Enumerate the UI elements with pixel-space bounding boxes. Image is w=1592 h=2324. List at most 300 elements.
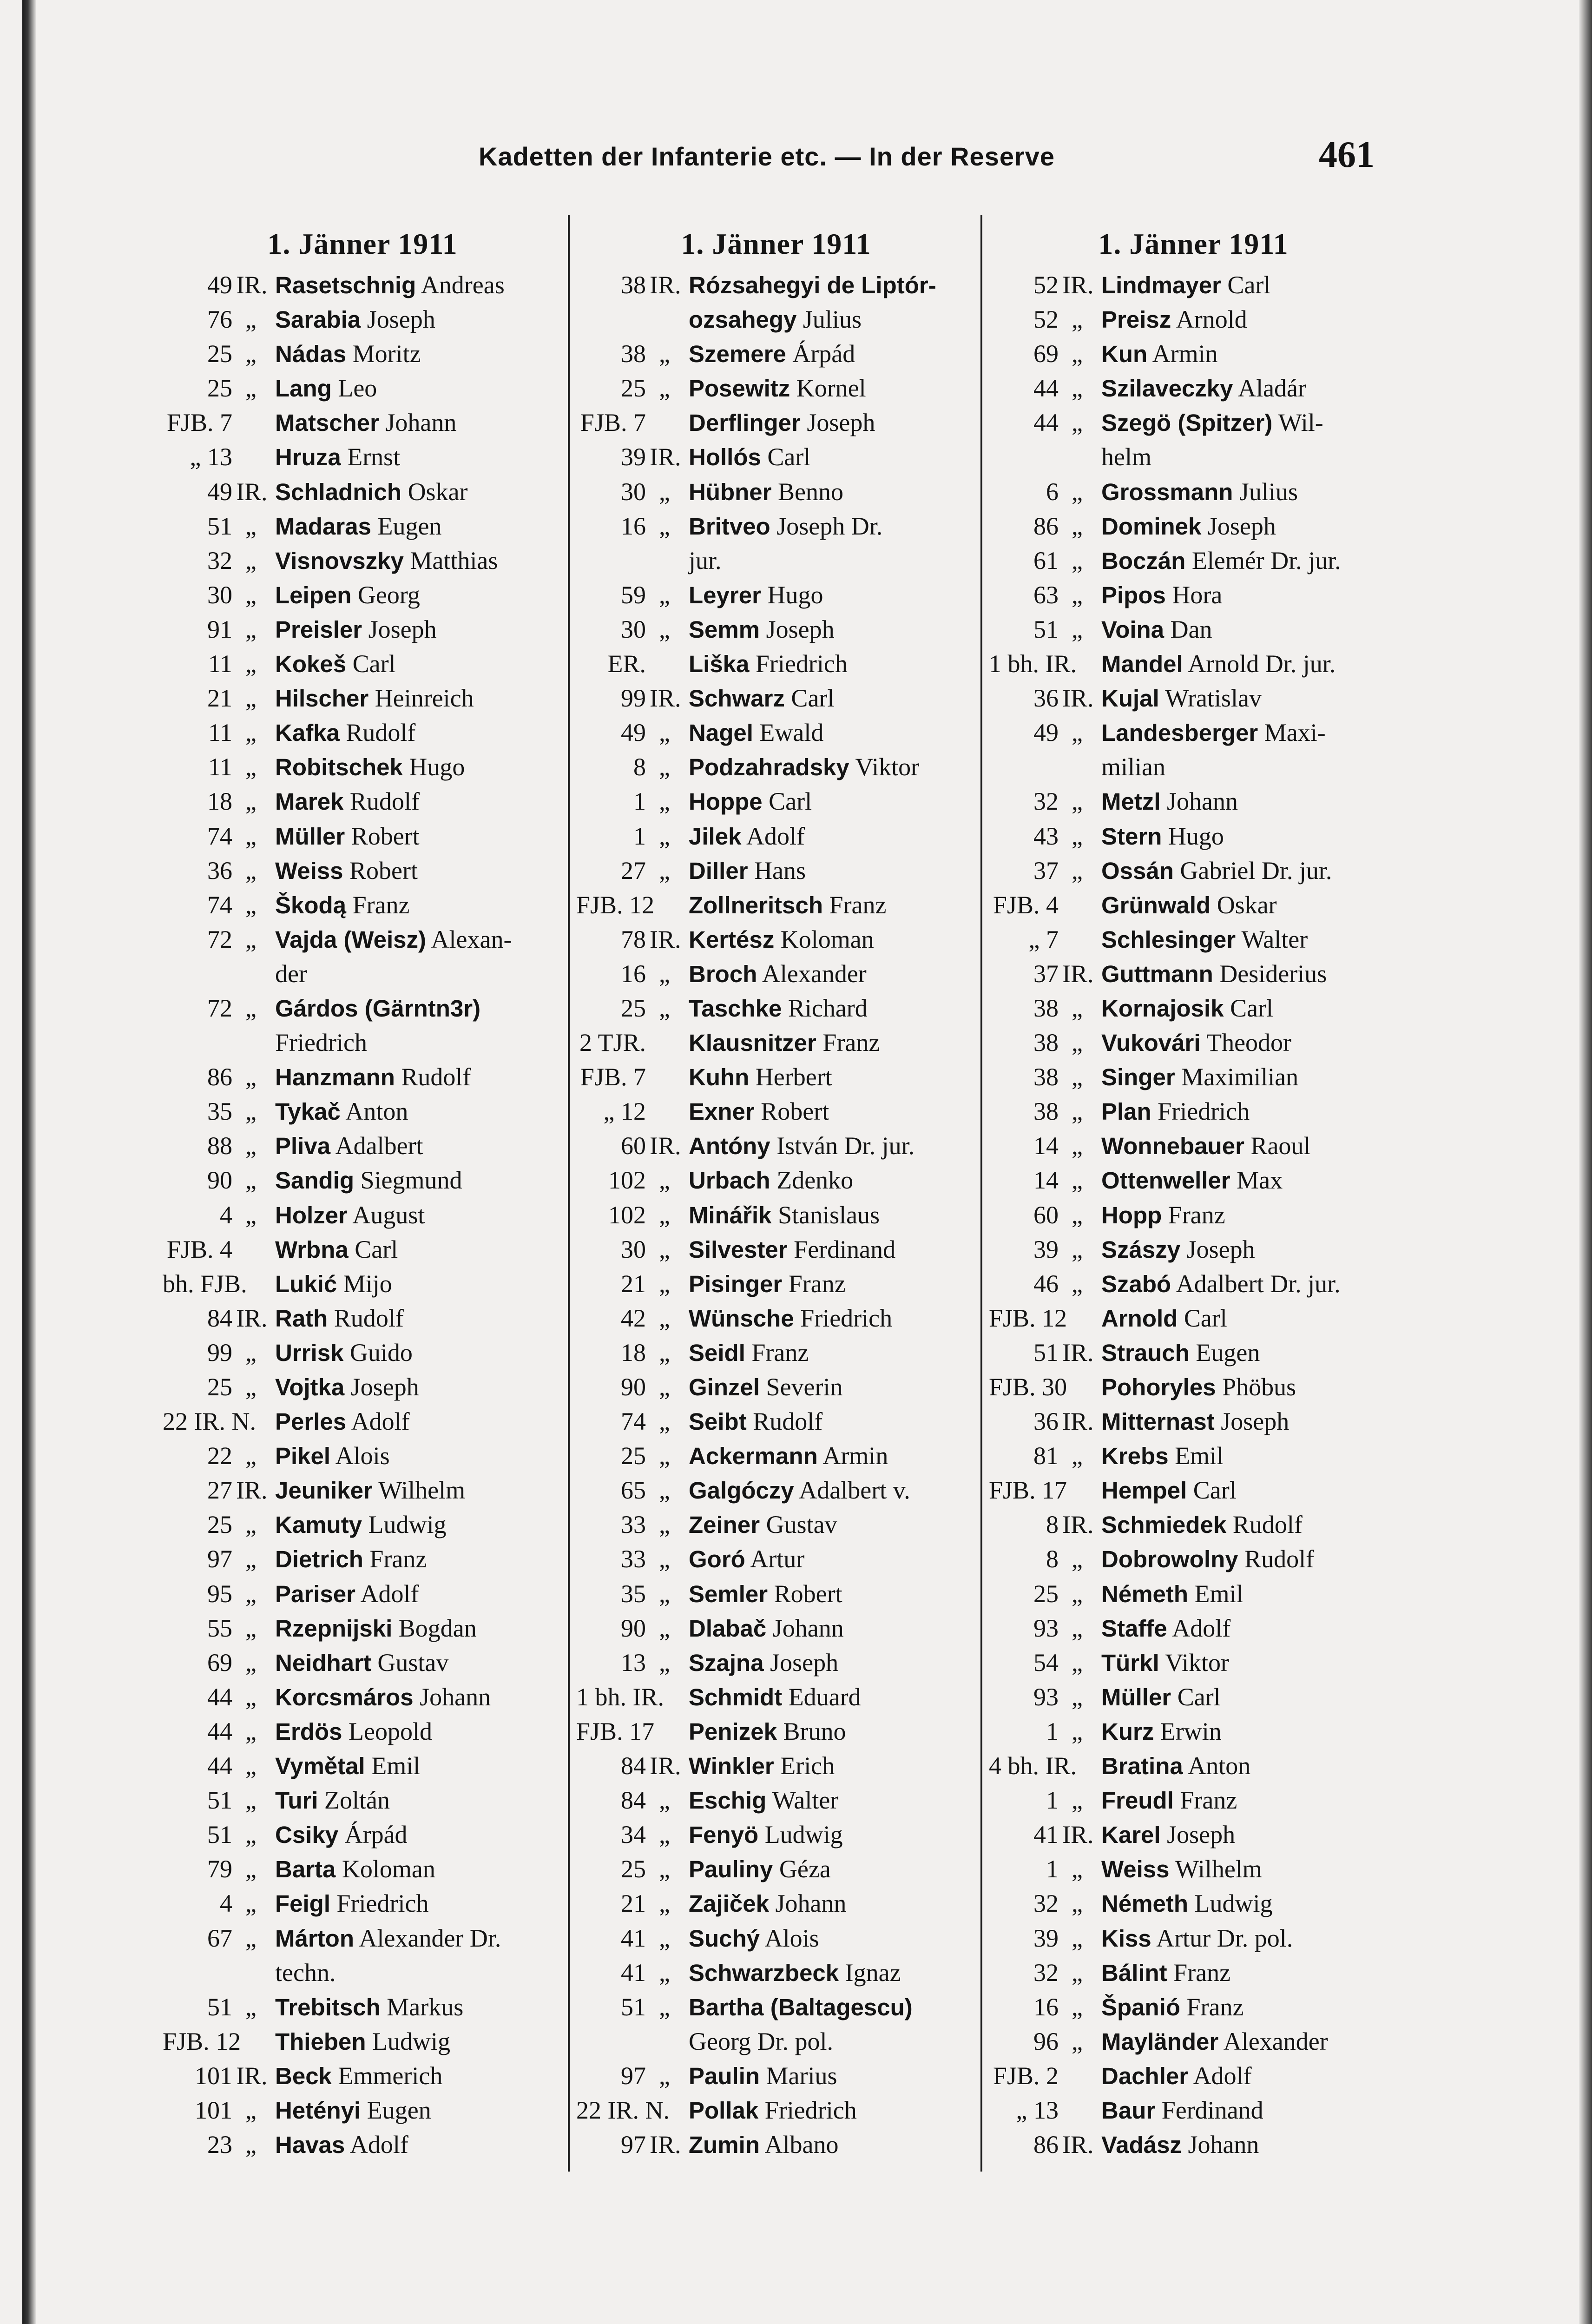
regiment-number: 65 <box>621 1476 646 1505</box>
given-name: Markus <box>387 1993 464 2021</box>
person-name <box>689 1025 880 1060</box>
regiment-number: 69 <box>207 1648 232 1677</box>
surname: Pikel <box>275 1443 331 1470</box>
given-name: Ferdinand <box>1161 2096 1263 2124</box>
given-name: Anton <box>1188 1752 1251 1780</box>
person-name <box>275 1094 408 1129</box>
regiment-number: 99 <box>621 684 646 713</box>
person-name <box>689 1267 846 1301</box>
person-name <box>1101 1198 1225 1233</box>
given-name: Desiderius <box>1219 959 1327 988</box>
list-entry <box>989 1094 1398 1129</box>
regiment-number: 72 <box>207 994 232 1022</box>
regiment-number: 51 <box>207 1786 232 1815</box>
regiment-number: 30 <box>207 581 232 609</box>
unit-abbreviation: „ <box>245 581 257 609</box>
person-name <box>1101 1921 1293 1956</box>
person-name <box>275 1645 448 1680</box>
unit-abbreviation: „ <box>245 1097 257 1126</box>
list-entry <box>163 1473 562 1507</box>
list-entry <box>576 888 976 922</box>
regiment-number: 44 <box>1033 374 1059 403</box>
given-name: Friedrich <box>275 1029 367 1057</box>
list-entry <box>989 1198 1398 1232</box>
surname: Diller <box>689 857 748 884</box>
unit-abbreviation: „ <box>659 1201 670 1229</box>
regiment-number: 25 <box>207 1373 232 1401</box>
given-name: Hugo <box>1168 822 1224 850</box>
regiment-number: 4 <box>220 1201 232 1229</box>
regiment-number: 38 <box>1033 994 1059 1022</box>
running-title: Kadetten der Infanterie etc. — In der Reserve <box>479 142 1055 171</box>
list-entry <box>576 1370 976 1404</box>
person-name <box>275 1370 419 1405</box>
regiment-number: 36 <box>207 856 232 885</box>
regiment-number: 81 <box>1033 1442 1059 1470</box>
regiment-number: 44 <box>207 1683 232 1711</box>
person-name <box>275 647 396 681</box>
given-name: Friedrich <box>800 1304 893 1332</box>
person-name <box>1101 1886 1273 1921</box>
given-name: Ludwig <box>372 2027 451 2055</box>
unit-abbreviation: „ <box>1072 546 1083 574</box>
person-name <box>275 1886 428 1921</box>
list-entry <box>989 991 1398 1025</box>
person-name <box>275 819 420 854</box>
surname: Kurz <box>1101 1718 1154 1745</box>
unit-abbreviation: „ <box>1072 340 1083 368</box>
list-entry <box>989 1060 1398 1094</box>
person-name <box>1101 578 1222 613</box>
surname: Kamuty <box>275 1512 362 1538</box>
list-entry <box>989 475 1398 509</box>
unit-abbreviation: „ <box>1072 2027 1083 2055</box>
unit-abbreviation: „ <box>1072 1201 1083 1229</box>
person-name <box>1101 1404 1289 1439</box>
given-name: Siegmund <box>360 1166 462 1195</box>
list-entry <box>576 1990 976 2024</box>
person-name <box>689 440 810 475</box>
unit-abbreviation: „ <box>1072 1683 1083 1711</box>
given-name: Elemér Dr. jur. <box>1191 546 1341 574</box>
list-entry <box>576 1198 976 1232</box>
list-entry <box>989 681 1398 715</box>
given-name: Walter <box>772 1786 839 1815</box>
list-entry <box>989 1267 1398 1301</box>
person-name <box>1101 888 1277 923</box>
regiment-number: 42 <box>621 1304 646 1332</box>
regiment-number: 63 <box>1033 581 1059 609</box>
list-entry <box>576 2127 976 2162</box>
given-name: Wratislav <box>1165 684 1262 713</box>
regiment-number: 60 <box>1033 1201 1059 1229</box>
given-name: Julius <box>1239 477 1298 506</box>
list-entry <box>989 1749 1398 1783</box>
given-name: Phöbus <box>1222 1373 1296 1401</box>
regiment-number: 46 <box>1033 1269 1059 1298</box>
list-entry <box>576 750 976 784</box>
list-entry <box>989 1955 1398 1990</box>
surname: Karel <box>1101 1822 1161 1849</box>
person-name <box>689 578 823 613</box>
person-name <box>1101 1370 1296 1405</box>
given-name: Franz <box>829 891 887 919</box>
list-entry <box>989 509 1398 543</box>
list-entry <box>163 1404 562 1439</box>
given-name: Franz <box>1173 1958 1231 1987</box>
list-entry <box>989 2059 1398 2093</box>
given-name: Ignaz <box>845 1958 901 1987</box>
unit-abbreviation: „ <box>245 305 257 334</box>
given-name: Andreas <box>421 271 505 299</box>
given-name: Franz <box>369 1545 427 1573</box>
list-entry <box>163 1370 562 1404</box>
surname: Antóny <box>689 1133 770 1160</box>
list-entry <box>163 1439 562 1473</box>
surname: Jeuniker <box>275 1477 373 1504</box>
list-entry <box>989 1025 1398 1060</box>
given-name: Franz <box>788 1269 846 1298</box>
surname: Dominek <box>1101 513 1202 540</box>
surname: Schwarzbeck <box>689 1959 839 1986</box>
person-name <box>1101 1129 1310 1163</box>
list-entry <box>163 1335 562 1370</box>
surname: Erdös <box>275 1718 342 1745</box>
unit-abbreviation: „ <box>1072 787 1083 816</box>
person-name <box>689 371 866 406</box>
unit-abbreviation: „ <box>1072 1889 1083 1918</box>
person-name <box>689 1060 832 1095</box>
surname: Seidl <box>689 1339 745 1366</box>
regiment-number: 8 <box>633 753 646 781</box>
given-name: Robert <box>351 822 420 850</box>
surname: Vukovári <box>1101 1030 1201 1056</box>
surname: Hanzmann <box>275 1064 395 1091</box>
unit-abbreviation: „ <box>1072 1717 1083 1745</box>
person-name <box>689 1335 809 1370</box>
given-name: Rudolf <box>1232 1511 1303 1539</box>
given-name: Dan <box>1170 615 1212 643</box>
surname: Szegö (Spitzer) <box>1101 409 1273 436</box>
list-entry <box>163 1955 562 1990</box>
given-name: Moritz <box>352 340 421 368</box>
unit-abbreviation: „ <box>659 1648 670 1677</box>
person-name <box>275 1232 398 1267</box>
person-name <box>689 612 835 647</box>
regiment-number: FJB. 7 <box>166 409 232 437</box>
unit-abbreviation: „ <box>1072 1269 1083 1298</box>
list-entry <box>163 1577 562 1611</box>
given-name: Bruno <box>783 1717 846 1745</box>
regiment-number: „ 7 <box>1028 925 1059 953</box>
unit-abbreviation: „ <box>1072 615 1083 643</box>
person-name <box>1101 647 1335 681</box>
regiment-number: 35 <box>621 1579 646 1608</box>
surname: Seibt <box>689 1408 747 1435</box>
person-name <box>689 922 874 957</box>
surname: Galgóczy <box>689 1477 794 1504</box>
person-name <box>1101 1749 1250 1783</box>
unit-abbreviation: „ <box>659 340 670 368</box>
name-list <box>989 268 1398 2162</box>
unit-abbreviation: „ <box>1072 1235 1083 1263</box>
given-name: Viktor <box>1165 1648 1229 1677</box>
regiment-number: 18 <box>207 787 232 816</box>
unit-abbreviation: „ <box>245 1201 257 1229</box>
list-entry <box>163 1817 562 1852</box>
given-name: Friedrich <box>764 2096 857 2124</box>
regiment-number: 16 <box>1033 1993 1059 2021</box>
regiment-number: 93 <box>1033 1614 1059 1642</box>
regiment-number: 52 <box>1033 271 1059 299</box>
list-entry <box>576 784 976 819</box>
regiment-number: 69 <box>1033 340 1059 368</box>
surname: Müller <box>275 823 345 850</box>
list-entry <box>576 440 976 474</box>
unit-abbreviation: „ <box>1072 512 1083 540</box>
list-entry <box>989 784 1398 819</box>
given-name: Hans <box>754 856 806 885</box>
list-entry <box>989 2127 1398 2162</box>
person-name <box>275 1301 404 1336</box>
given-name: Herbert <box>755 1063 832 1091</box>
regiment-number: „ 13 <box>1016 2096 1059 2124</box>
list-entry <box>163 681 562 715</box>
surname: Eschig <box>689 1787 767 1814</box>
surname: Pauliny <box>689 1856 773 1883</box>
given-name: Carl <box>767 443 811 471</box>
list-entry <box>576 1335 976 1370</box>
regiment-number: 34 <box>621 1821 646 1849</box>
given-name: Joseph <box>770 1648 839 1677</box>
surname: Neidhart <box>275 1649 371 1676</box>
surname: Kornajosik <box>1101 995 1224 1022</box>
regiment-number: 49 <box>621 719 646 747</box>
regiment-number: 97 <box>621 2131 646 2159</box>
surname: Pariser <box>275 1580 355 1607</box>
surname: Hopp <box>1101 1202 1162 1228</box>
list-entry <box>576 2093 976 2127</box>
surname: Pisinger <box>689 1270 783 1297</box>
person-name <box>275 853 418 888</box>
person-name <box>275 991 480 1026</box>
given-name: Albano <box>764 2131 839 2159</box>
unit-abbreviation: „ <box>1072 1166 1083 1195</box>
given-name: Oskar <box>1217 891 1277 919</box>
unit-abbreviation: „ <box>659 1855 670 1883</box>
surname: Visnovszky <box>275 547 404 574</box>
regiment-number: 39 <box>621 443 646 471</box>
given-name: Carl <box>791 684 835 713</box>
person-name <box>275 1060 471 1095</box>
person-name <box>1101 681 1262 716</box>
list-entry <box>989 1370 1398 1404</box>
surname: Singer <box>1101 1064 1175 1091</box>
regiment-number: „ 13 <box>190 443 232 471</box>
person-name <box>689 853 806 888</box>
given-name: techn. <box>275 1958 336 1987</box>
list-entry <box>163 2093 562 2127</box>
regiment-number: 74 <box>621 1407 646 1436</box>
regiment-number: 84 <box>621 1786 646 1815</box>
surname: Hübner <box>689 478 772 505</box>
given-name: Stanislaus <box>778 1201 880 1229</box>
given-name: Anton <box>345 1097 408 1126</box>
regiment-number: 39 <box>1033 1924 1059 1952</box>
given-name: Rudolf <box>346 719 416 747</box>
surname: Nádas <box>275 341 347 368</box>
given-name: Heinreich <box>375 684 474 713</box>
unit-abbreviation: „ <box>659 1166 670 1195</box>
list-entry <box>989 302 1398 337</box>
given-name: Georg <box>357 581 420 609</box>
given-name: Rudolf <box>349 787 420 816</box>
surname: Arnold <box>1101 1305 1178 1332</box>
regiment-number: 86 <box>1033 512 1059 540</box>
person-name <box>275 337 421 371</box>
surname: Grünwald <box>1101 891 1211 918</box>
person-name <box>689 543 722 578</box>
surname: Rzepnijski <box>275 1615 393 1642</box>
person-name <box>689 888 887 923</box>
surname: Boczán <box>1101 547 1186 574</box>
list-entry <box>163 1714 562 1749</box>
regiment-number: 35 <box>207 1097 232 1126</box>
unit-abbreviation: „ <box>1072 1958 1083 1987</box>
person-name <box>275 957 307 991</box>
list-entry <box>989 578 1398 612</box>
unit-abbreviation: „ <box>245 1752 257 1780</box>
book-spine-shadow <box>22 0 36 2324</box>
given-name: Julius <box>803 305 862 334</box>
given-name: Carl <box>1177 1683 1221 1711</box>
person-name <box>275 1163 462 1198</box>
given-name: Joseph <box>368 615 437 643</box>
regiment-number: 36 <box>1033 684 1059 713</box>
person-name <box>275 922 512 957</box>
list-entry <box>576 1507 976 1542</box>
regiment-number: 22 IR. N. <box>576 2096 670 2124</box>
given-name: Adolf <box>1193 2061 1252 2090</box>
unit-abbreviation: „ <box>245 787 257 816</box>
list-entry <box>163 647 562 681</box>
list-entry <box>576 268 976 302</box>
list-entry <box>576 819 976 853</box>
unit-abbreviation: „ <box>245 1373 257 1401</box>
given-name: Aladár <box>1238 374 1306 403</box>
person-name <box>689 1714 846 1749</box>
list-entry <box>163 509 562 543</box>
unit-abbreviation: „ <box>245 1648 257 1677</box>
person-name <box>275 1852 435 1887</box>
list-entry <box>989 1990 1398 2024</box>
list-entry <box>163 1129 562 1163</box>
surname: Winkler <box>689 1753 774 1780</box>
surname: Voina <box>1101 616 1164 643</box>
person-name <box>689 1645 838 1680</box>
person-name <box>1101 268 1270 303</box>
person-name <box>689 957 867 991</box>
list-entry <box>989 1301 1398 1335</box>
surname: Rasetschnig <box>275 272 416 298</box>
unit-abbreviation: IR. <box>1062 2131 1094 2159</box>
given-name: helm <box>1101 443 1151 471</box>
person-name <box>275 1404 410 1439</box>
person-name <box>689 1094 829 1129</box>
surname: Semler <box>689 1580 768 1607</box>
given-name: Johann <box>772 1614 844 1642</box>
regiment-number: 32 <box>1033 787 1059 816</box>
person-name <box>1101 612 1212 647</box>
unit-abbreviation: „ <box>245 1063 257 1091</box>
regiment-number: 97 <box>207 1545 232 1573</box>
list-entry <box>989 1783 1398 1817</box>
regiment-number: 79 <box>207 1855 232 1883</box>
surname: Wünsche <box>689 1305 794 1332</box>
person-name <box>689 750 919 785</box>
surname: Schwarz <box>689 685 785 712</box>
person-name <box>1101 1232 1255 1267</box>
person-name <box>275 1955 336 1990</box>
unit-abbreviation: „ <box>245 1924 257 1952</box>
regiment-number: 32 <box>1033 1889 1059 1918</box>
person-name <box>1101 1094 1250 1129</box>
unit-abbreviation: IR. <box>236 271 268 299</box>
list-entry <box>576 509 976 543</box>
regiment-number: 59 <box>621 581 646 609</box>
regiment-number: 25 <box>207 374 232 403</box>
person-name <box>275 612 437 647</box>
unit-abbreviation: „ <box>659 477 670 506</box>
regiment-number: 90 <box>621 1614 646 1642</box>
person-name <box>689 1990 913 2025</box>
surname: Csiky <box>275 1822 339 1849</box>
surname: Škodą <box>275 891 347 918</box>
unit-abbreviation: „ <box>245 1132 257 1160</box>
unit-abbreviation: „ <box>245 856 257 885</box>
person-name <box>275 371 377 406</box>
list-entry <box>163 475 562 509</box>
surname: Kun <box>1101 341 1148 368</box>
given-name: Joseph <box>807 409 875 437</box>
unit-abbreviation: „ <box>245 719 257 747</box>
person-name <box>275 1267 392 1301</box>
unit-abbreviation: „ <box>659 1442 670 1470</box>
regiment-number: 74 <box>207 891 232 919</box>
person-name <box>1101 957 1327 991</box>
person-name <box>1101 405 1323 440</box>
person-name <box>275 681 474 716</box>
surname: Sandig <box>275 1167 355 1194</box>
list-entry <box>163 957 562 991</box>
unit-abbreviation: „ <box>1072 1579 1083 1608</box>
surname: Szajna <box>689 1649 764 1676</box>
list-entry <box>163 1921 562 1955</box>
surname: Lang <box>275 375 332 402</box>
given-name: Arnold Dr. jur. <box>1188 650 1336 678</box>
regiment-number: 102 <box>608 1201 646 1229</box>
list-entry <box>989 1163 1398 1197</box>
person-name <box>1101 1783 1237 1818</box>
regiment-number: 1 <box>1046 1786 1059 1815</box>
given-name: Maxi- <box>1264 719 1326 747</box>
unit-abbreviation: „ <box>245 1889 257 1918</box>
unit-abbreviation: IR. <box>236 477 268 506</box>
given-name: Hora <box>1172 581 1223 609</box>
surname: Fenyö <box>689 1822 759 1849</box>
given-name: Rudolf <box>753 1407 823 1436</box>
surname: Weiss <box>275 857 343 884</box>
